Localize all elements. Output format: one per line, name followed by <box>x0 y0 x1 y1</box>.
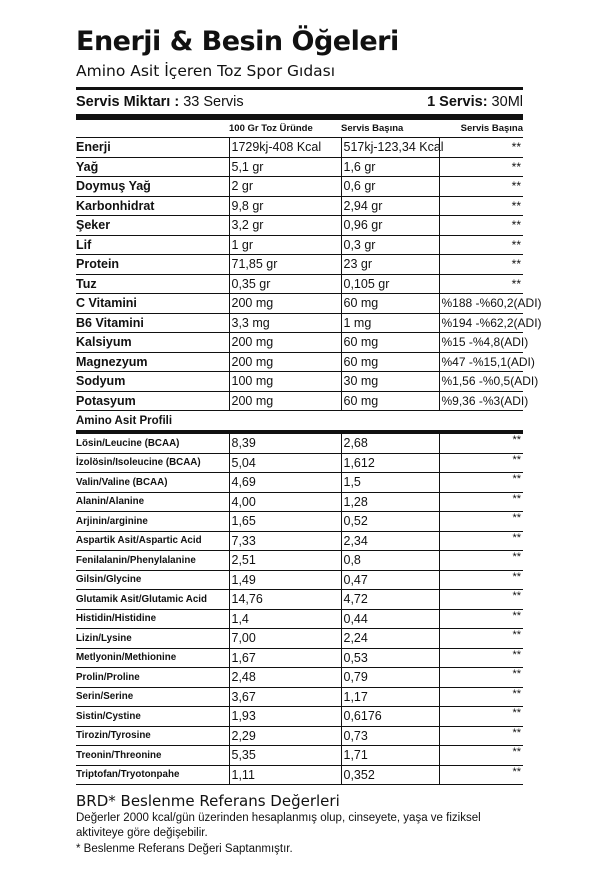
table-row <box>76 590 523 610</box>
row-label: Yağ <box>76 157 229 177</box>
row-label: Prolin/Proline <box>76 668 229 688</box>
per-serving-value: 1,28 <box>341 492 439 512</box>
per-100g-value: 0,35 gr <box>229 274 341 294</box>
row-label: Gilsin/Glycine <box>76 570 229 590</box>
row-label: C Vitamini <box>76 294 229 314</box>
per-100g-value: 14,76 <box>229 590 341 610</box>
per-100g-value: 200 mg <box>229 333 341 353</box>
reference-value: ** <box>439 726 523 746</box>
table-row <box>76 473 523 493</box>
row-label: Kalsiyum <box>76 333 229 353</box>
reference-value: %1,56 -%0,5(ADI) <box>439 372 523 392</box>
per-serving-value: 0,44 <box>341 609 439 629</box>
per-100g-value: 4,00 <box>229 492 341 512</box>
per-100g-value: 7,00 <box>229 629 341 649</box>
serving-size <box>427 94 523 110</box>
per-serving-value: 60 mg <box>341 333 439 353</box>
per-serving-value: 1,6 gr <box>341 157 439 177</box>
table-row <box>76 668 523 688</box>
table-row <box>76 531 523 551</box>
reference-value: ** <box>439 138 523 158</box>
row-label: Protein <box>76 255 229 275</box>
reference-value: ** <box>439 707 523 727</box>
per-100g-value: 1,67 <box>229 648 341 668</box>
table-row <box>76 726 523 746</box>
per-serving-value: 0,6 gr <box>341 177 439 197</box>
row-label: Potasyum <box>76 391 229 411</box>
per-100g-value: 7,33 <box>229 531 341 551</box>
per-serving-value: 0,6176 <box>341 707 439 727</box>
per-100g-value: 1,49 <box>229 570 341 590</box>
row-label: Fenilalanin/Phenylalanine <box>76 551 229 571</box>
per-100g-value: 1,93 <box>229 707 341 727</box>
table-row <box>76 765 523 785</box>
reference-value: ** <box>439 216 523 236</box>
per-100g-value: 5,04 <box>229 453 341 473</box>
per-serving-value: 4,72 <box>341 590 439 610</box>
reference-value: ** <box>439 765 523 785</box>
table-row <box>76 707 523 727</box>
per-serving-value: 0,52 <box>341 512 439 532</box>
per-100g-value: 2,51 <box>229 551 341 571</box>
per-100g-value: 2,29 <box>229 726 341 746</box>
per-serving-value: 0,53 <box>341 648 439 668</box>
nutrition-label <box>76 25 542 785</box>
reference-value: ** <box>439 746 523 766</box>
reference-value: ** <box>439 687 523 707</box>
table-row <box>76 512 523 532</box>
table-row <box>76 157 523 177</box>
reference-value: %188 -%60,2(ADI) <box>439 294 523 314</box>
per-100g-value: 1,4 <box>229 609 341 629</box>
reference-value: ** <box>439 531 523 551</box>
brd-title: BRD* Beslenme Referans Değerleri <box>76 792 340 810</box>
table-header-row <box>76 120 523 138</box>
amino-section-title: Amino Asit Profili <box>76 411 523 433</box>
per-100g-value: 5,1 gr <box>229 157 341 177</box>
serving-info <box>76 92 523 112</box>
row-label: Aspartik Asit/Aspartic Acid <box>76 531 229 551</box>
reference-value: ** <box>439 551 523 571</box>
reference-value: %194 -%62,2(ADI) <box>439 313 523 333</box>
amino-section <box>76 411 523 433</box>
per-100g-value: 3,67 <box>229 687 341 707</box>
per-serving-value: 2,68 <box>341 432 439 453</box>
table-row <box>76 453 523 473</box>
reference-value: ** <box>439 590 523 610</box>
per-serving-value: 0,8 <box>341 551 439 571</box>
per-100g-value: 200 mg <box>229 352 341 372</box>
table-row <box>76 216 523 236</box>
serving-count <box>76 94 244 110</box>
per-serving-value: 60 mg <box>341 391 439 411</box>
table-row <box>76 294 523 314</box>
row-label: Lizin/Lysine <box>76 629 229 649</box>
reference-value: %47 -%15,1(ADI) <box>439 352 523 372</box>
per-100g-value: 2,48 <box>229 668 341 688</box>
per-100g-value: 3,3 mg <box>229 313 341 333</box>
row-label: İzolösin/Isoleucine (BCAA) <box>76 453 229 473</box>
amino-section-header <box>76 411 523 433</box>
per-100g-value: 4,69 <box>229 473 341 493</box>
table-row <box>76 177 523 197</box>
per-100g-value: 1,65 <box>229 512 341 532</box>
per-serving-value: 1,71 <box>341 746 439 766</box>
reference-value: ** <box>439 629 523 649</box>
brd-note: Değerler 2000 kcal/gün üzerinden hesaplanmış olup, cinseyete, yaşa ve fiziksel aktiviteye göre değişebilir. <box>76 812 481 839</box>
table-row <box>76 313 523 333</box>
page-title: Enerji & Besin Öğeleri <box>76 26 399 57</box>
reference-value: ** <box>439 235 523 255</box>
row-label: Tuz <box>76 274 229 294</box>
per-serving-value: 0,79 <box>341 668 439 688</box>
row-label: Histidin/Histidine <box>76 609 229 629</box>
row-label: Şeker <box>76 216 229 236</box>
table-row <box>76 492 523 512</box>
serving-size-value: 30Ml <box>487 94 523 110</box>
per-100g-value: 100 mg <box>229 372 341 392</box>
table-row <box>76 274 523 294</box>
table-row <box>76 196 523 216</box>
per-serving-value: 1,5 <box>341 473 439 493</box>
row-label: Arjinin/arginine <box>76 512 229 532</box>
column-header: Servis Başına <box>439 120 523 138</box>
per-serving-value: 2,34 <box>341 531 439 551</box>
table-row <box>76 352 523 372</box>
reference-value: ** <box>439 432 523 453</box>
nutrition-table <box>76 120 542 785</box>
reference-value: %15 -%4,8(ADI) <box>439 333 523 353</box>
per-serving-value: 30 mg <box>341 372 439 392</box>
reference-value: %9,36 -%3(ADI) <box>439 391 523 411</box>
row-label: Triptofan/Tryotonpahe <box>76 765 229 785</box>
row-label: Glutamik Asit/Glutamic Acid <box>76 590 229 610</box>
table-row <box>76 432 523 453</box>
per-serving-value: 2,94 gr <box>341 196 439 216</box>
reference-value: ** <box>439 668 523 688</box>
table-row <box>76 138 523 158</box>
column-header: Servis Başına <box>341 120 439 138</box>
per-100g-value: 3,2 gr <box>229 216 341 236</box>
row-label: Metlyonin/Methionine <box>76 648 229 668</box>
row-label: Sistin/Cystine <box>76 707 229 727</box>
table-row <box>76 372 523 392</box>
row-label: Sodyum <box>76 372 229 392</box>
table-row <box>76 609 523 629</box>
table-row <box>76 235 523 255</box>
row-label: Magnezyum <box>76 352 229 372</box>
row-label: Treonin/Threonine <box>76 746 229 766</box>
reference-value: ** <box>439 177 523 197</box>
per-serving-value: 517kj-123,34 Kcal <box>341 138 439 158</box>
reference-value: ** <box>439 453 523 473</box>
reference-value: ** <box>439 570 523 590</box>
row-label: Alanin/Alanine <box>76 492 229 512</box>
table-row <box>76 570 523 590</box>
per-serving-value: 0,105 gr <box>341 274 439 294</box>
per-100g-value: 5,35 <box>229 746 341 766</box>
per-100g-value: 1 gr <box>229 235 341 255</box>
per-serving-value: 60 mg <box>341 294 439 314</box>
row-label: Tirozin/Tyrosine <box>76 726 229 746</box>
table-row <box>76 629 523 649</box>
per-serving-value: 1,612 <box>341 453 439 473</box>
per-serving-value: 23 gr <box>341 255 439 275</box>
reference-value: ** <box>439 274 523 294</box>
table-row <box>76 333 523 353</box>
row-label: Doymuş Yağ <box>76 177 229 197</box>
per-100g-value: 1729kj-408 Kcal <box>229 138 341 158</box>
row-label: Karbonhidrat <box>76 196 229 216</box>
per-serving-value: 0,3 gr <box>341 235 439 255</box>
reference-value: ** <box>439 255 523 275</box>
reference-value: ** <box>439 512 523 532</box>
row-label: Serin/Serine <box>76 687 229 707</box>
per-100g-value: 2 gr <box>229 177 341 197</box>
table-row <box>76 746 523 766</box>
per-serving-value: 2,24 <box>341 629 439 649</box>
row-label: B6 Vitamini <box>76 313 229 333</box>
row-label: Valin/Valine (BCAA) <box>76 473 229 493</box>
per-100g-value: 71,85 gr <box>229 255 341 275</box>
row-label: Enerji <box>76 138 229 158</box>
divider <box>76 87 523 90</box>
column-header: 100 Gr Toz Üründe <box>229 120 341 138</box>
serving-size-label: 1 Servis: <box>427 94 488 110</box>
per-100g-value: 200 mg <box>229 391 341 411</box>
per-100g-value: 200 mg <box>229 294 341 314</box>
table-row <box>76 255 523 275</box>
row-label: Lösin/Leucine (BCAA) <box>76 432 229 453</box>
per-serving-value: 0,73 <box>341 726 439 746</box>
per-100g-value: 1,11 <box>229 765 341 785</box>
per-serving-value: 1 mg <box>341 313 439 333</box>
per-100g-value: 8,39 <box>229 432 341 453</box>
table-row <box>76 687 523 707</box>
reference-value: ** <box>439 473 523 493</box>
row-label: Lif <box>76 235 229 255</box>
footnote: * Beslenme Referans Değeri Saptanmıştır. <box>76 843 293 855</box>
serving-count-label: Servis Miktarı : <box>76 94 180 110</box>
serving-count-value: 33 Servis <box>179 94 244 110</box>
nutrient-rows <box>76 138 542 411</box>
reference-value: ** <box>439 196 523 216</box>
per-serving-value: 0,352 <box>341 765 439 785</box>
per-100g-value: 9,8 gr <box>229 196 341 216</box>
reference-value: ** <box>439 609 523 629</box>
table-row <box>76 648 523 668</box>
per-serving-value: 0,47 <box>341 570 439 590</box>
column-header <box>76 120 229 138</box>
table-row <box>76 551 523 571</box>
reference-value: ** <box>439 648 523 668</box>
per-serving-value: 1,17 <box>341 687 439 707</box>
page-subtitle: Amino Asit İçeren Toz Spor Gıdası <box>76 62 336 80</box>
per-serving-value: 60 mg <box>341 352 439 372</box>
reference-value: ** <box>439 157 523 177</box>
amino-rows <box>76 432 523 785</box>
per-serving-value: 0,96 gr <box>341 216 439 236</box>
reference-value: ** <box>439 492 523 512</box>
table-row <box>76 391 523 411</box>
